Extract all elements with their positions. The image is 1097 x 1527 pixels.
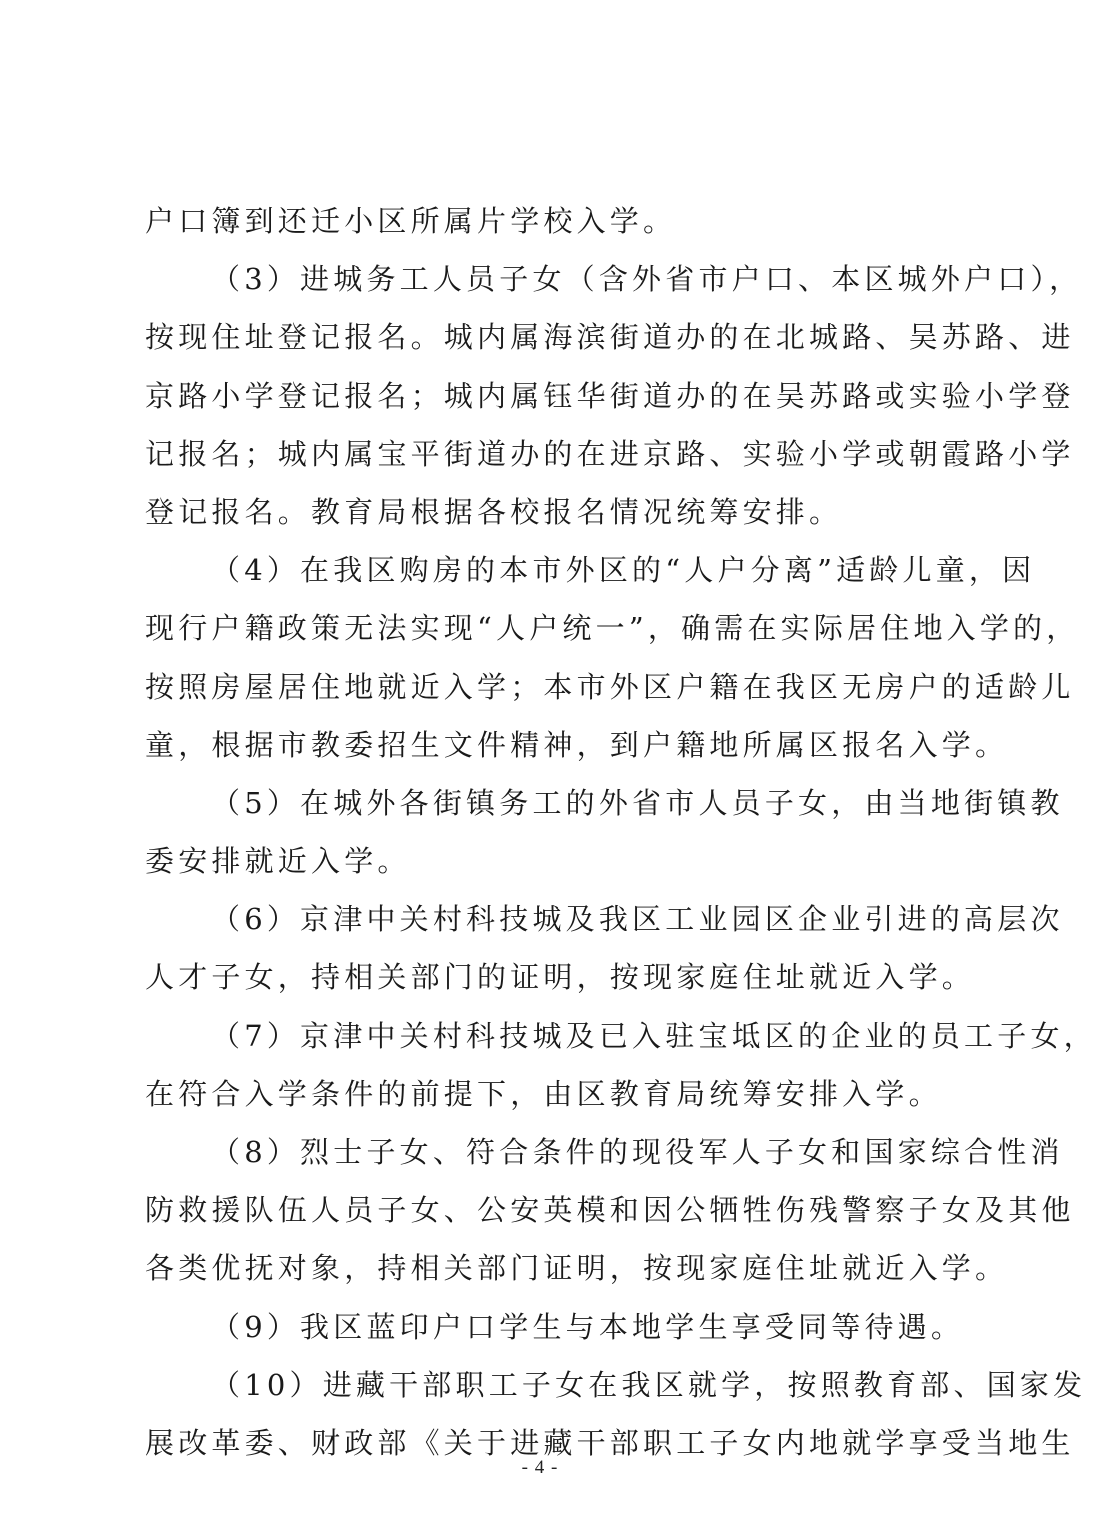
- text-line: 现行户籍政策无法实现“人户统一”，确需在实际居住地入学的，: [145, 611, 1080, 646]
- document-body: [145, 192, 1097, 1472]
- text-line: （3）进城务工人员子女（含外省市户口、本区城外户口），: [211, 262, 1083, 297]
- text-line: 童，根据市教委招生文件精神，到户籍地所属区报名入学。: [145, 727, 1009, 762]
- text-line: 登记报名。教育局根据各校报名情况统筹安排。: [145, 494, 843, 529]
- text-line: （9）我区蓝印户口学生与本地学生享受同等待遇。: [211, 1309, 965, 1344]
- text-line: （4）在我区购房的本市外区的“人户分离”适龄儿童，因: [211, 553, 1036, 588]
- text-line: （7）京津中关村科技城及已入驻宝坻区的企业的员工子女，: [211, 1018, 1097, 1053]
- text-line: （8）烈士子女、符合条件的现役军人子女和国家综合性消: [211, 1135, 1064, 1169]
- text-line: 人才子女，持相关部门的证明，按现家庭住址就近入学。: [145, 960, 976, 995]
- text-line: 按照房屋居住地就近入学；本市外区户籍在我区无房户的适龄儿: [145, 669, 1075, 704]
- text-line: 户口簿到还迁小区所属片学校入学。: [145, 204, 677, 238]
- text-line: （5）在城外各街镇务工的外省市人员子女，由当地街镇教: [211, 785, 1064, 820]
- text-line: 京路小学登记报名；城内属钰华街道办的在吴苏路或实验小学登: [145, 378, 1075, 413]
- text-line: 各类优抚对象，持相关部门证明，按现家庭住址就近入学。: [145, 1251, 1009, 1286]
- text-line: 在符合入学条件的前提下，由区教育局统筹安排入学。: [145, 1076, 942, 1111]
- text-line: （6）京津中关村科技城及我区工业园区企业引进的高层次: [211, 902, 1064, 937]
- text-line: 展改革委、财政部《关于进藏干部职工子女内地就学享受当地生: [145, 1425, 1075, 1460]
- text-line: 按现住址登记报名。城内属海滨街道办的在北城路、吴苏路、进: [145, 320, 1075, 355]
- text-line: 委安排就近入学。: [145, 844, 411, 879]
- text-line: 记报名；城内属宝平街道办的在进京路、实验小学或朝霞路小学: [145, 436, 1075, 471]
- text-line: （10）进藏干部职工子女在我区就学，按照教育部、国家发: [211, 1367, 1087, 1402]
- text-line: 防救援队伍人员子女、公安英模和因公牺牲伤残警察子女及其他: [145, 1193, 1075, 1228]
- page-number: - 4 -: [521, 1457, 559, 1478]
